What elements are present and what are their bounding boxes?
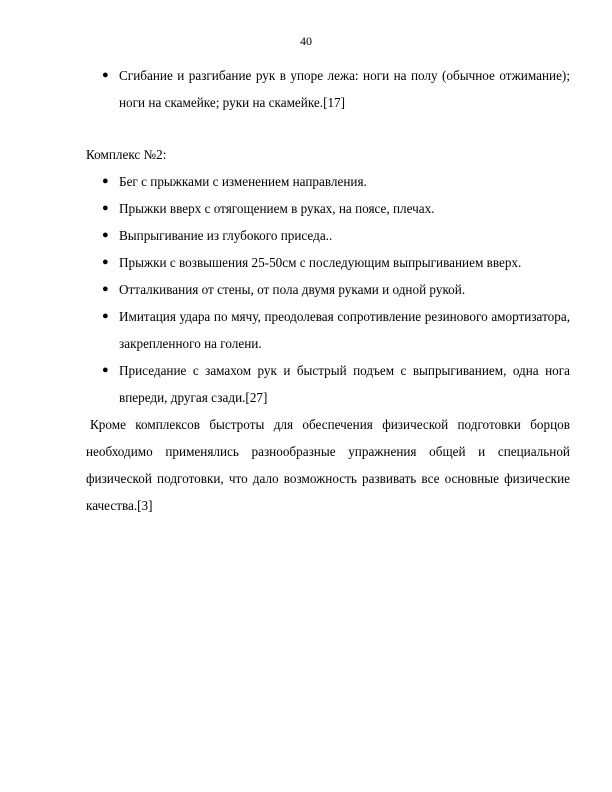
list-item-text: Сгибание и разгибание рук в упоре лежа: ноги на полу (обычное отжимание); ноги на скамейке; руки на скамейке.[17] [119,68,570,110]
list-item-text: Выпрыгивание из глубокого приседа.. [119,228,333,243]
bullet-icon: ● [102,310,109,322]
list-item [86,168,570,195]
bullet-icon: ● [102,256,109,268]
closing-paragraph: Кроме комплексов быстроты для обеспечения физической подготовки борцов необходимо применялись разнообразные упражнения общей и специальной физической подготовки, что дало возможность развивать все основные физические качества.[3] [86,417,570,513]
bullet-icon: ● [102,283,109,295]
bullet-icon: ● [102,364,109,376]
complex-heading: Комплекс №2: [86,147,167,162]
list-item-text: Отталкивания от стены, от пола двумя руками и одной рукой. [119,282,466,297]
list-item [86,276,570,303]
list-item [86,195,570,222]
list-item-text: Приседание с замахом рук и быстрый подъем с выпрыгиванием, одна нога впереди, другая сзади.[27] [119,363,570,405]
list-item [86,249,570,276]
list-item [86,303,570,357]
list-item-text: Прыжки с возвышения 25-50см с последующим выпрыгиванием вверх. [119,255,522,270]
exercise-list-1 [86,62,570,116]
bullet-icon: ● [102,229,109,241]
bullet-icon: ● [102,202,109,214]
bullet-icon: ● [102,69,109,81]
page-number: 40 [300,34,312,48]
list-item-text: Имитация удара по мячу, преодолевая сопротивление резинового амортизатора, закрепленного на голени. [119,309,570,351]
list-item-text: Бег с прыжками с изменением направления. [119,174,367,189]
bullet-icon: ● [102,175,109,187]
list-item-text: Прыжки вверх с отягощением в руках, на поясе, плечах. [119,201,435,216]
list-item [86,222,570,249]
list-item [86,62,570,116]
exercise-list-2 [86,168,570,411]
page-body [86,62,570,519]
list-item [86,357,570,411]
